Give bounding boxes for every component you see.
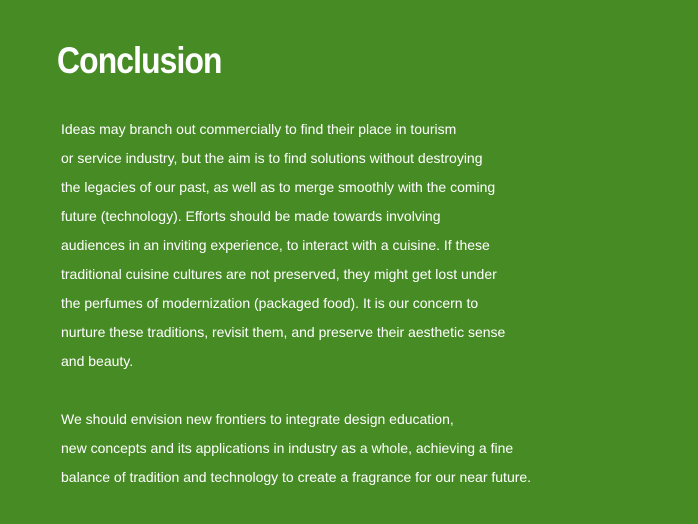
text-line: balance of tradition and technology to create a fragrance for our near future. bbox=[61, 469, 532, 485]
text-line: future (technology). Efforts should be made towards involving bbox=[61, 208, 441, 224]
slide-body bbox=[61, 115, 681, 492]
paragraph-2 bbox=[61, 405, 681, 492]
text-line: audiences in an inviting experience, to interact with a cuisine. If these bbox=[61, 237, 490, 253]
slide-title: Conclusion bbox=[57, 40, 222, 81]
text-line: or service industry, but the aim is to find solutions without destroying bbox=[61, 150, 483, 166]
text-line: and beauty. bbox=[61, 353, 134, 369]
text-line: nurture these traditions, revisit them, and preserve their aesthetic sense bbox=[61, 324, 506, 340]
text-line: the legacies of our past, as well as to merge smoothly with the coming bbox=[61, 179, 496, 195]
text-line: We should envision new frontiers to integrate design education, bbox=[61, 411, 454, 427]
paragraph-1 bbox=[61, 115, 681, 376]
paragraph-gap bbox=[61, 376, 681, 405]
text-line: Ideas may branch out commercially to find their place in tourism bbox=[61, 121, 457, 137]
text-line: the perfumes of modernization (packaged food). It is our concern to bbox=[61, 295, 479, 311]
text-line: traditional cuisine cultures are not preserved, they might get lost under bbox=[61, 266, 497, 282]
text-line: new concepts and its applications in industry as a whole, achieving a fine bbox=[61, 440, 514, 456]
